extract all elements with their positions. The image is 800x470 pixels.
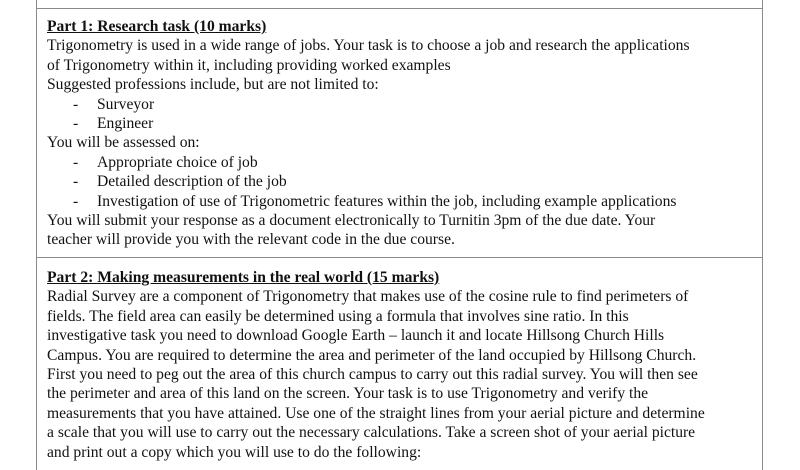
part2-line: a scale that you will use to carry out the necessary calculations. Take a screen shot of your aerial picture bbox=[47, 424, 696, 442]
bullet-dash: - bbox=[73, 173, 79, 191]
table-row-divider bbox=[37, 257, 762, 258]
part2-line: investigative task you need to download Google Earth – launch it and locate Hillsong Church Hills bbox=[47, 327, 665, 345]
part2-line: measurements that you have attained. Use one of the straight lines from your aerial picture and determine bbox=[47, 404, 705, 422]
part2-line: fields. The field area can easily be determined using a formula that involves sine ratio. In this bbox=[47, 307, 629, 325]
criterion-investigation: Investigation of use of Trigonometric features within the job, including example applications bbox=[97, 192, 677, 210]
part2-line: Campus. You are required to determine the area and perimeter of the land occupied by Hillsong Church. bbox=[47, 346, 697, 364]
bullet-dash: - bbox=[73, 192, 79, 210]
part2-line: First you need to peg out the area of this church campus to carry out this radial survey. You will then see bbox=[47, 366, 698, 384]
list-item bbox=[47, 95, 756, 114]
bullet-dash: - bbox=[73, 115, 79, 133]
part1-cell bbox=[47, 17, 756, 250]
profession-engineer: Engineer bbox=[97, 115, 154, 133]
part2-line: Radial Survey are a component of Trigonometry that makes use of the cosine rule to find perimeters of bbox=[47, 288, 689, 306]
part1-heading: Part 1: Research task (10 marks) bbox=[47, 18, 267, 35]
list-item bbox=[47, 114, 756, 133]
list-item bbox=[47, 153, 756, 172]
part2-heading: Part 2: Making measurements in the real world (15 marks) bbox=[47, 269, 440, 286]
part2-line: the perimeter and area of this land on the screen. Your task is to use Trigonometry and verify the bbox=[47, 385, 649, 403]
task-table bbox=[36, 0, 763, 470]
list-item bbox=[47, 172, 756, 191]
submission-line: You will submit your response as a document electronically to Turnitin 3pm of the due date. Your bbox=[47, 212, 656, 230]
criterion-choice-of-job: Appropriate choice of job bbox=[97, 153, 258, 171]
profession-surveyor: Surveyor bbox=[97, 95, 155, 113]
part2-cell bbox=[47, 268, 756, 461]
part2-line: and print out a copy which you will use to do the following: bbox=[47, 443, 422, 461]
suggested-professions-label: Suggested professions include, but are not limited to: bbox=[47, 76, 379, 94]
part1-intro-line: of Trigonometry within it, including providing worked examples bbox=[47, 56, 451, 74]
submission-line: teacher will provide you with the relevant code in the due course. bbox=[47, 231, 455, 249]
table-top-rule bbox=[37, 8, 762, 9]
bullet-dash: - bbox=[73, 95, 79, 113]
criterion-description: Detailed description of the job bbox=[97, 173, 287, 191]
list-item bbox=[47, 192, 756, 211]
bullet-dash: - bbox=[73, 153, 79, 171]
assessed-on-label: You will be assessed on: bbox=[47, 134, 200, 152]
part1-intro-line: Trigonometry is used in a wide range of jobs. Your task is to choose a job and research the applications bbox=[47, 37, 690, 55]
